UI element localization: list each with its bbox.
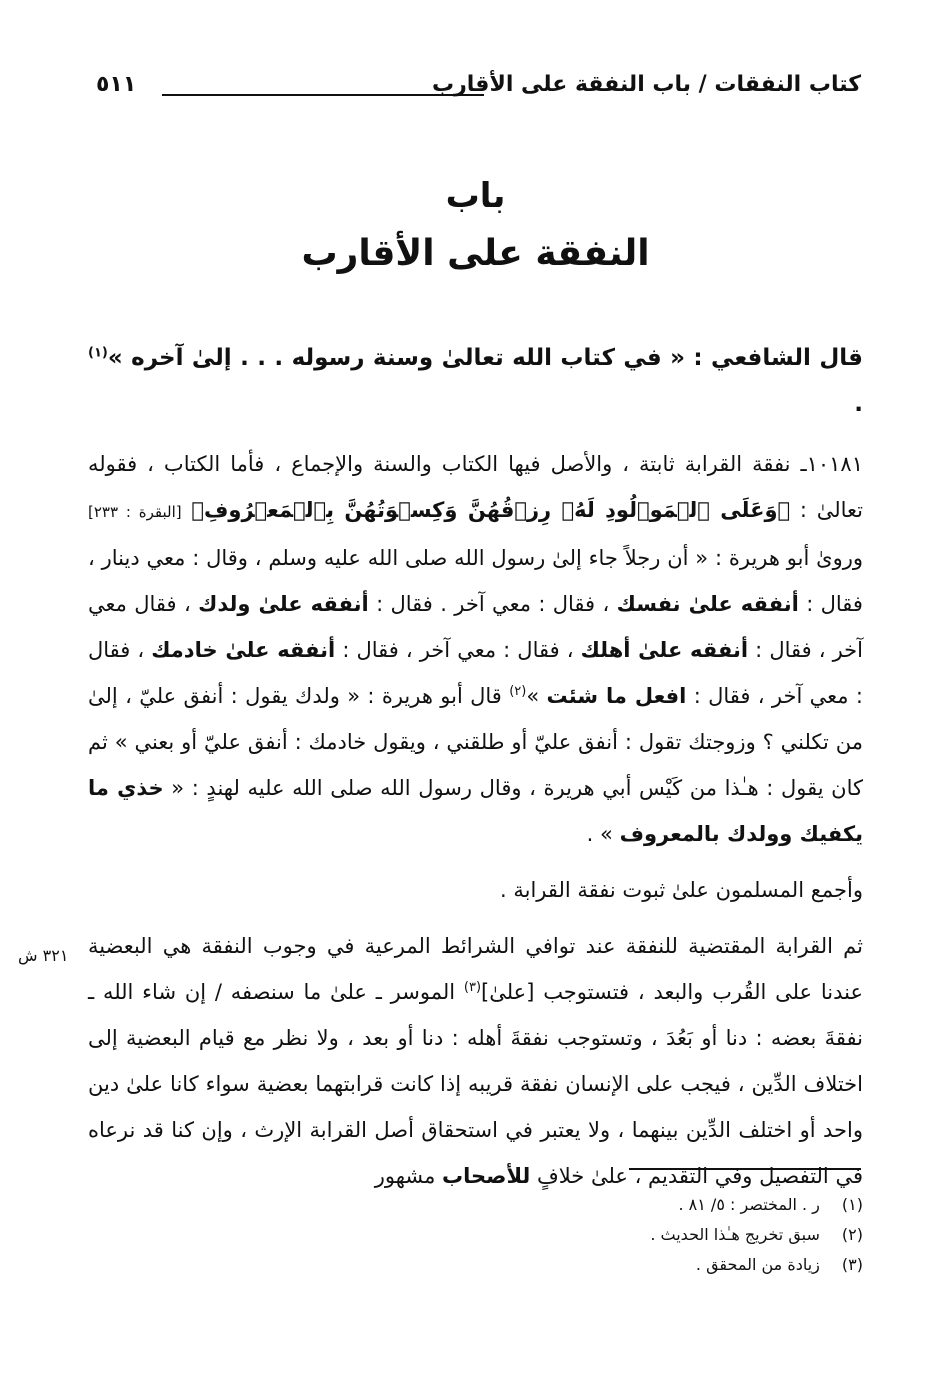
para3-text-3: مشهور [374,1164,436,1188]
manuscript-folio-note: ٣٢١ ش [18,946,69,965]
footnote-1 [88,1190,863,1220]
running-header [96,72,861,112]
footnote-ref-3: (٣) [463,980,482,995]
hadith-phrase-5: افعل ما شئت [546,684,687,708]
lead-quote-text: « في كتاب الله تعالىٰ وسنة رسوله . . . إلىٰ آخره » [107,345,685,371]
lead-quote [88,335,863,427]
para1-text-3: ، فقال : معي آخر . فقال : [376,592,610,616]
chapter-label: باب [445,176,506,216]
header-rule [162,94,484,96]
para1-text-2: وروىٰ أبو هريرة : « أن رجلاً جاء إلىٰ رسول الله صلى الله عليه وسلم ، وقال : معي دينار ، فقال : [88,546,863,616]
para1-text-5: ، فقال : معي آخر ، فقال : [342,638,574,662]
para1-text-7: » [526,684,540,708]
footnotes [88,1190,863,1280]
chapter-title: النفقة على الأقارب [301,233,650,274]
footnote-text: زيادة من المحقق . [695,1255,820,1274]
paragraph-consensus: وأجمع المسلمون علىٰ ثبوت نفقة القرابة . [500,878,863,902]
para1-text-9: » . [586,822,613,846]
verse-reference: [البقرة : ٢٣٣] [88,503,182,521]
footnote-2 [88,1220,863,1250]
hadith-phrase-4: أنفقه علىٰ خادمك [151,638,336,662]
para1-text-6: ، فقال : معي آخر ، فقال : [88,638,863,708]
bold-term: للأصحاب [442,1164,531,1188]
para1-text-1: ١٠١٨١ـ نفقة القرابة ثابتة ، والأصل فيها الكتاب والسنة والإجماع ، فأما الكتاب ، فقوله تعالىٰ : [88,452,863,522]
lead-speaker: قال الشافعي : [693,345,863,371]
para1-text-8: قال أبو هريرة : « ولدك يقول : أنفق عليّ ، إلىٰ من تكلني ؟ وزوجتك تقول : أنفق عليّ أو طلقني ، ويقول خادمك : أنفق عليّ أو بعني » ثم كان يقول : هـٰذا من كَيْس أبي هريرة ، وقال رسول الله صلى الله عليه لهندٍ : « [88,684,863,800]
paragraph-kinship [88,923,863,1199]
lead-end: . [854,391,863,417]
main-text [88,335,863,1199]
hadith-phrase-2: أنفقه علىٰ ولدك [198,592,369,616]
footnote-ref-2: (٢) [509,684,527,699]
running-title: كتاب النفقات / باب النفقة على الأقارب [432,72,861,97]
footnote-number: (١) [841,1195,863,1214]
hadith-phrase-6: خذي ما يكفيك وولدك بالمعروف [88,776,863,846]
hadith-phrase-3: أنفقه علىٰ أهلك [580,638,749,662]
footnote-ref-1: (١) [88,345,108,361]
page-number: ٥١١ [96,72,137,97]
quran-verse: ﴿وَعَلَى ٱلۡمَوۡلُودِ لَهُۥ رِزۡقُهُنَّ وَكِسۡوَتُهُنَّ بِٱلۡمَعۡرُوفِ﴾ [191,498,791,522]
footnote-3 [88,1250,863,1280]
paragraph-10181 [88,441,863,857]
footnote-rule [629,1168,861,1170]
footnote-number: (٣) [841,1255,863,1274]
para3-text-2: الموسر ـ علىٰ ما سنصفه / إن شاء الله ـ نفقةَ بعضه : دنا أو بَعُدَ ، وتستوجب نفقةَ أهله : دنا أو بعد ، ولا نظر مع قيام البعضية إلى اختلاف الدِّين ، فيجب على الإنسان نفقة قريبه إذا كانت قرابتهما بعضية سواء كانا علىٰ دين واحد أو اختلف الدِّين بينهما ، ولا يعتبر في استحقاق أصل القرابة الإرث ، وإن كنا قد نرعاه في التفصيل وفي التقديم ، علىٰ خلافٍ [88,980,863,1188]
footnote-text: سبق تخريج هـٰذا الحديث . [650,1225,820,1244]
para3-text-1: ثم القرابة المقتضية للنفقة عند توافي الشرائط المرعية في وجوب النفقة هي البعضية عندنا على القُرب والبعد ، فتستوجب [علىٰ] [88,934,863,1004]
footnote-number: (٢) [841,1225,863,1244]
chapter-heading [0,168,951,284]
hadith-phrase-1: أنفقه علىٰ نفسك [616,592,799,616]
para1-text-4: ، فقال معي آخر ، فقال : [88,592,863,662]
footnote-text: ر . المختصر : ٥/ ٨١ . [678,1195,820,1214]
